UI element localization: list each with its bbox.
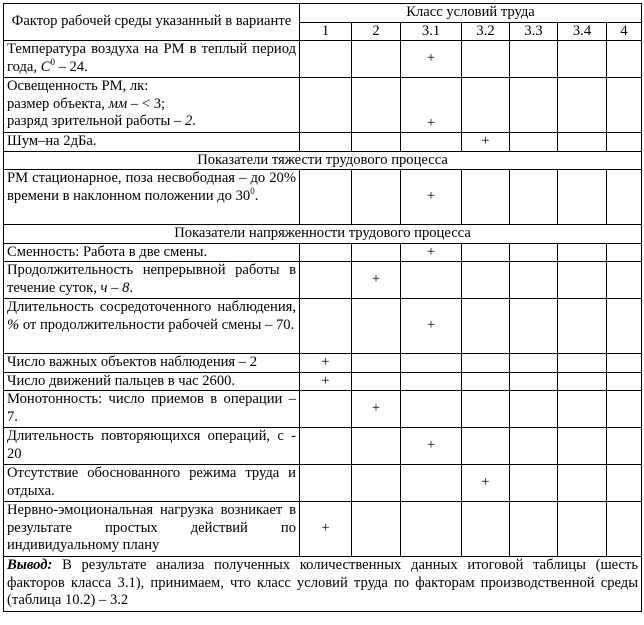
mark-cell: [510, 133, 558, 152]
factor-cell: Шум–на 2дБа.: [4, 133, 300, 152]
mark-cell: [300, 465, 352, 502]
factor-cell: Отсутствие обоснованного режима труда и отдыха.: [4, 465, 300, 502]
mark-cell: [401, 133, 462, 152]
header-class-group: Класс условий труда: [300, 4, 642, 23]
mark-cell: [401, 391, 462, 428]
mark-cell: [510, 372, 558, 391]
mark-cell: [607, 41, 642, 78]
mark-cell: [462, 41, 510, 78]
mark-cell: [607, 391, 642, 428]
mark-cell: +: [462, 133, 510, 152]
table-row: [4, 41, 642, 78]
mark-cell: +: [401, 41, 462, 78]
mark-cell: [462, 502, 510, 557]
mark-cell: [607, 133, 642, 152]
conclusion-text: В результате анализа полученных количественных данных итоговой таблицы (шесть факторов класса 3.1), принимаем, что класс условий труда по факторам производственной среды (таблица 10.2) – 3.2: [7, 557, 639, 608]
mark-cell: [510, 502, 558, 557]
mark-cell: [462, 243, 510, 262]
factor-cell: Число важных объектов наблюдения – 2: [4, 354, 300, 373]
conclusion-cell: [4, 557, 642, 612]
mark-cell: [607, 502, 642, 557]
mark-cell: [558, 372, 607, 391]
mark-cell: [607, 78, 642, 133]
mark-cell: [352, 243, 401, 262]
mark-cell: [558, 502, 607, 557]
mark-cell: [352, 428, 401, 465]
table-row: [4, 465, 642, 502]
mark-cell: [401, 354, 462, 373]
mark-cell: [352, 299, 401, 354]
mark-cell: [462, 299, 510, 354]
header-class-4: 4: [607, 22, 642, 41]
mark-cell: [300, 41, 352, 78]
factor-cell: Сменность: Работа в две смены.: [4, 243, 300, 262]
mark-cell: [607, 243, 642, 262]
header-class-3-3: 3.3: [510, 22, 558, 41]
mark-cell: [607, 354, 642, 373]
mark-cell: [558, 133, 607, 152]
document: [3, 3, 641, 612]
header-class-3-1: 3.1: [401, 22, 462, 41]
table-row: [4, 243, 642, 262]
mark-cell: [300, 243, 352, 262]
mark-cell: [300, 299, 352, 354]
mark-cell: +: [462, 465, 510, 502]
table-row: [4, 78, 642, 133]
mark-cell: [352, 41, 401, 78]
mark-cell: +: [352, 262, 401, 299]
mark-cell: [558, 243, 607, 262]
mark-cell: [558, 391, 607, 428]
mark-cell: [300, 391, 352, 428]
factor-cell: Число движений пальцев в час 2600.: [4, 372, 300, 391]
mark-cell: [510, 391, 558, 428]
header-class-2: 2: [352, 22, 401, 41]
table-row: [4, 372, 642, 391]
mark-cell: [510, 428, 558, 465]
mark-cell: [510, 354, 558, 373]
mark-cell: [510, 299, 558, 354]
header-factor: Фактор рабочей среды указанный в варианте: [4, 4, 300, 41]
mark-cell: [462, 428, 510, 465]
header-class-1: 1: [300, 22, 352, 41]
mark-cell: +: [300, 502, 352, 557]
mark-cell: [352, 170, 401, 225]
table-row: [4, 133, 642, 152]
factor-cell: Длительность повторяющихся операций, с - 20: [4, 428, 300, 465]
mark-cell: [462, 354, 510, 373]
header-class-3-4: 3.4: [558, 22, 607, 41]
mark-cell: [462, 372, 510, 391]
mark-cell: [300, 78, 352, 133]
mark-cell: [401, 372, 462, 391]
mark-cell: [462, 78, 510, 133]
factor-cell: Длительность сосредоточенного наблюдения, % от продолжительности рабочей смены – 70.: [4, 299, 300, 354]
mark-cell: [607, 299, 642, 354]
mark-cell: [558, 465, 607, 502]
mark-cell: [510, 262, 558, 299]
mark-cell: [300, 262, 352, 299]
factor-cell: Температура воздуха на РМ в теплый период года, $С^0 - 24$.: [4, 41, 300, 78]
mark-cell: [352, 372, 401, 391]
mark-cell: [607, 372, 642, 391]
mark-cell: [558, 262, 607, 299]
factor-cell: Нервно-эмоциональная нагрузка возникает в результате простых действий по индивидуальному плану: [4, 502, 300, 557]
factor-cell: Продолжительность непрерывной работы в течение суток, ч – 8.: [4, 262, 300, 299]
mark-cell: [558, 299, 607, 354]
mark-cell: [352, 354, 401, 373]
mark-cell: [510, 41, 558, 78]
table-row: [4, 428, 642, 465]
mark-cell: [558, 41, 607, 78]
table-row: [4, 354, 642, 373]
mark-cell: [558, 354, 607, 373]
factor-cell: Монотонность: число приемов в операции – 7.: [4, 391, 300, 428]
mark-cell: [558, 170, 607, 225]
mark-cell: [462, 391, 510, 428]
mark-cell: [401, 262, 462, 299]
mark-cell: [401, 502, 462, 557]
mark-cell: [300, 170, 352, 225]
mark-cell: [510, 78, 558, 133]
mark-cell: [401, 465, 462, 502]
table-row: [4, 262, 642, 299]
mark-cell: [607, 262, 642, 299]
mark-cell: [352, 133, 401, 152]
mark-cell: [462, 170, 510, 225]
mark-cell: +: [401, 170, 462, 225]
mark-cell: +: [300, 372, 352, 391]
mark-cell: [510, 243, 558, 262]
mark-cell: [300, 133, 352, 152]
mark-cell: [510, 170, 558, 225]
mark-cell: [462, 262, 510, 299]
table-row: [4, 391, 642, 428]
mark-cell: [558, 428, 607, 465]
table-row: [4, 299, 642, 354]
factor-cell: РМ стационарное, поза несвободная – до 20% времени в наклонном положении до $30^0$.: [4, 170, 300, 225]
section-heading: Показатели тяжести трудового процесса: [4, 151, 642, 170]
mark-cell: [510, 465, 558, 502]
mark-cell: +: [401, 428, 462, 465]
mark-cell: [352, 78, 401, 133]
section-heading: Показатели напряженности трудового процесса: [4, 225, 642, 244]
mark-cell: +: [352, 391, 401, 428]
mark-cell: [352, 465, 401, 502]
header-class-3-2: 3.2: [462, 22, 510, 41]
table-row: [4, 502, 642, 557]
mark-cell: [607, 465, 642, 502]
mark-cell: +: [300, 354, 352, 373]
conclusion-label: Вывод:: [7, 557, 53, 573]
mark-cell: [300, 428, 352, 465]
mark-cell: +: [401, 243, 462, 262]
working-conditions-table: [3, 3, 642, 612]
mark-cell: +: [401, 299, 462, 354]
mark-cell: [607, 170, 642, 225]
mark-cell: [352, 502, 401, 557]
table-row: [4, 170, 642, 225]
mark-cell: +: [401, 78, 462, 133]
mark-cell: [558, 78, 607, 133]
factor-cell: Освещенность РМ, лк: размер объекта, мм – < 3; разряд зрительной работы – 2.: [4, 78, 300, 133]
mark-cell: [607, 428, 642, 465]
